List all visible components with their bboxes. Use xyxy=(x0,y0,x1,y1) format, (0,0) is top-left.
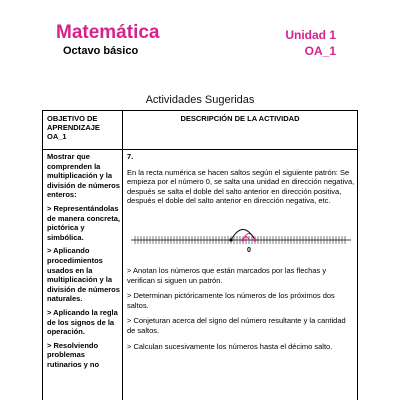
objective-text: > Aplicando la regla de los signos de la operación. xyxy=(47,307,118,337)
objective-text: > Resolviendo problemas rutinarios y no xyxy=(47,340,100,369)
activity-number: 7. xyxy=(127,152,134,161)
objective-column-header: OBJETIVO DE APRENDIZAJE OA_1 xyxy=(47,114,100,141)
objective-text: > Aplicando procedimientos usados en la multiplicación y la división de números naturales. xyxy=(47,246,120,304)
marked-point xyxy=(253,238,256,241)
marked-point xyxy=(229,238,232,241)
oa-label: OA_1 xyxy=(304,44,336,58)
marked-point xyxy=(241,238,244,241)
description-column-header: DESCRIPCIÓN DE LA ACTIVIDAD xyxy=(180,114,300,123)
page-title: Matemática xyxy=(56,22,160,43)
activity-item: > Calculan sucesivamente los números hasta el décimo salto. xyxy=(127,341,333,351)
unit-label: Unidad 1 xyxy=(285,28,336,42)
activity-intro: En la recta numérica se hacen saltos según el siguiente patrón: Se empieza por el número 0, se salta una unidad en dirección negativa, después se salta el doble del salto anterior en dirección positiva, después el doble del salto anterior en dirección negativa, etc. xyxy=(127,167,355,206)
course-subtitle: Octavo básico xyxy=(63,45,139,57)
activity-item: > Anotan los números que están marcados por las flechas y verifican si siguen un patrón. xyxy=(127,265,327,285)
activity-description-cell xyxy=(127,152,355,357)
objectives-cell xyxy=(47,152,121,373)
zero-label: 0 xyxy=(247,246,251,254)
objective-text: > Representándolas de manera concreta, pictórica y simbólica. xyxy=(47,203,120,242)
activities-table xyxy=(42,110,358,400)
activity-item: > Determinan pictóricamente los números de los próximos dos saltos. xyxy=(127,291,335,310)
column-divider xyxy=(122,111,123,400)
row-divider xyxy=(43,149,357,150)
section-title: Actividades Sugeridas xyxy=(145,94,255,106)
objective-text: Mostrar que comprenden la multiplicación y la división de números enteros: xyxy=(47,152,120,200)
activity-item: > Conjeturan acerca del signo del número resultante y la cantidad de saltos. xyxy=(127,316,346,335)
number-line-figure xyxy=(127,210,355,260)
